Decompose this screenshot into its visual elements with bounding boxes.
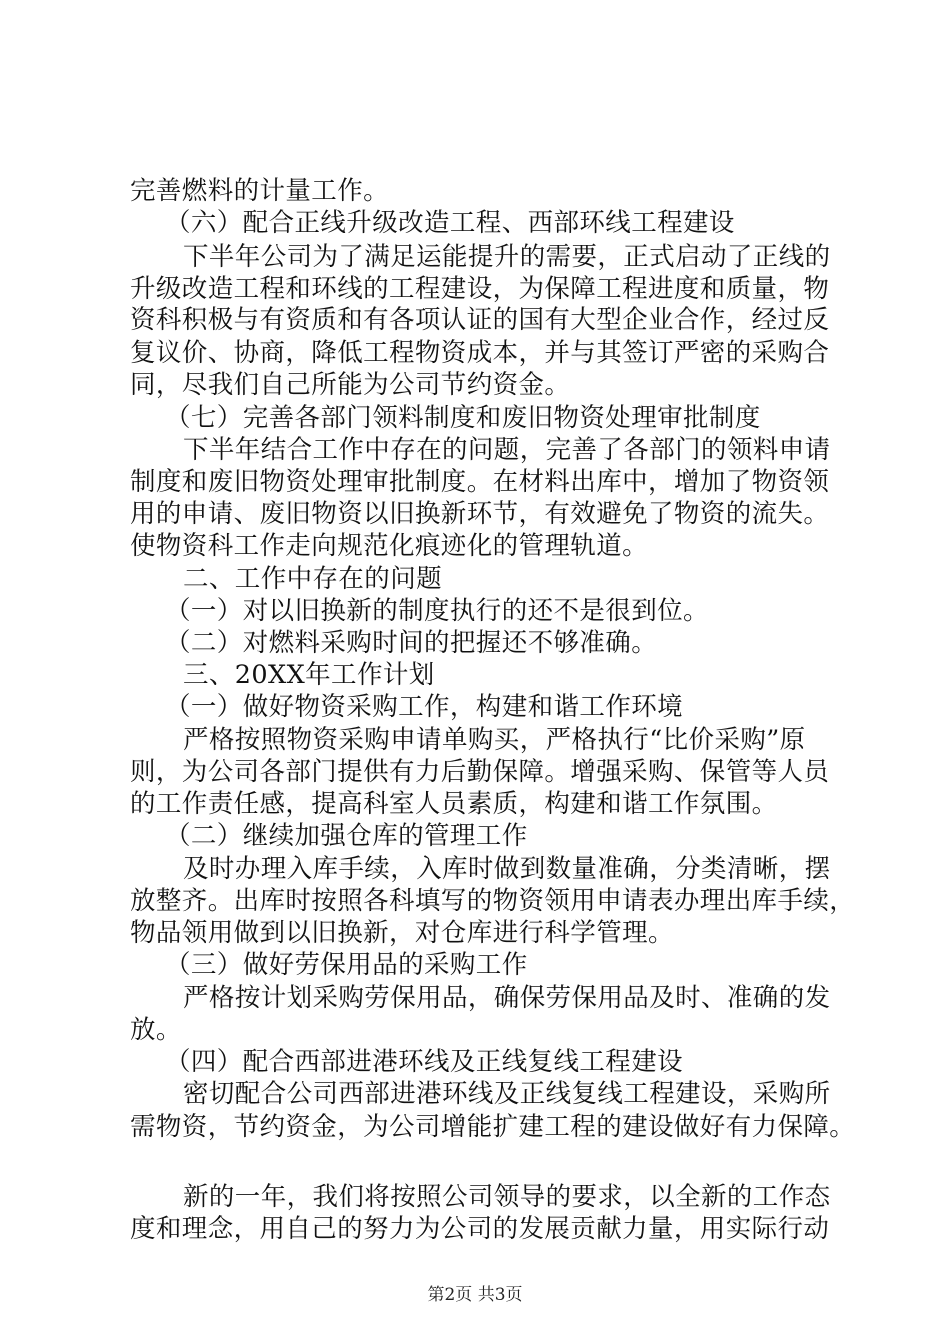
text-line: 升级改造工程和环线的工程建设，为保障工程进度和质量，物: [130, 274, 830, 304]
list-item: （一）对以旧换新的制度执行的还不是很到位。: [165, 596, 709, 626]
text-line: 下半年公司为了满足运能提升的需要，正式启动了正线的: [183, 242, 831, 272]
section-heading: （六）配合正线升级改造工程、西部环线工程建设: [165, 208, 735, 238]
section-heading: 二、工作中存在的问题: [183, 564, 443, 594]
list-item: （二）对燃料采购时间的把握还不够准确。: [165, 628, 658, 658]
text-line: 的工作责任感，提高科室人员素质，构建和谐工作氛围。: [130, 789, 778, 819]
section-heading: （三）做好劳保用品的采购工作: [165, 950, 528, 980]
section-heading: （四）配合西部进港环线及正线复线工程建设: [165, 1047, 684, 1077]
section-heading: （一）做好物资采购工作，构建和谐工作环境: [165, 692, 684, 722]
text-line: 度和理念，用自己的努力为公司的发展贡献力量，用实际行动: [130, 1214, 830, 1244]
text-line: 使物资科工作走向规范化痕迹化的管理轨道。: [130, 531, 649, 561]
text-line: 资科积极与有资质和有各项认证的国有大型企业合作，经过反: [130, 305, 830, 335]
text-line: 放。: [130, 1015, 182, 1045]
section-heading: 三、20XX年工作计划: [183, 660, 435, 690]
section-heading: （七）完善各部门领料制度和废旧物资处理审批制度: [165, 403, 761, 433]
text-line: 下半年结合工作中存在的问题，完善了各部门的领料申请: [183, 435, 831, 465]
text-line: 需物资，节约资金，为公司增能扩建工程的建设做好有力保障。: [130, 1112, 856, 1142]
text-line: 放整齐。出库时按照各科填写的物资领用申请表办理出库手续，: [130, 886, 856, 916]
text-line: 则，为公司各部门提供有力后勤保障。增强采购、保管等人员: [130, 757, 830, 787]
text-line: 及时办理入库手续，入库时做到数量准确，分类清晰，摆: [183, 854, 831, 884]
text-line: 制度和废旧物资处理审批制度。在材料出库中，增加了物资领: [130, 467, 830, 497]
text-line: 新的一年，我们将按照公司领导的要求，以全新的工作态: [183, 1182, 831, 1212]
page-footer: 第2页 共3页: [427, 1285, 523, 1305]
text-line: 严格按计划采购劳保用品，确保劳保用品及时、准确的发: [183, 983, 831, 1013]
text-line: 密切配合公司西部进港环线及正线复线工程建设，采购所: [183, 1079, 831, 1109]
text-line: 完善燃料的计量工作。: [130, 176, 390, 206]
text-line: 用的申请、废旧物资以旧换新环节，有效避免了物资的流失。: [130, 499, 830, 529]
text-line: 复议价、协商，降低工程物资成本，并与其签订严密的采购合: [130, 338, 830, 368]
text-line: 物品领用做到以旧换新，对仓库进行科学管理。: [130, 918, 674, 948]
text-line: 同，尽我们自己所能为公司节约资金。: [130, 370, 571, 400]
section-heading: （二）继续加强仓库的管理工作: [165, 821, 528, 851]
text-line: 严格按照物资采购申请单购买，严格执行“比价采购”原: [183, 725, 806, 755]
